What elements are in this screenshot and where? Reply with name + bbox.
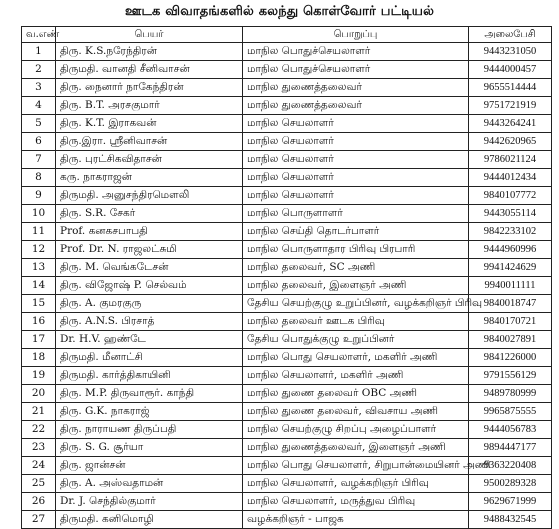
row-role: தேசிய பொதுக்குழு உறுப்பினர் [243, 331, 469, 349]
row-name: திரு. B.T. அரசகுமார் [56, 97, 243, 115]
row-name: திரு. A. அஸ்வதாமன் [56, 475, 243, 493]
table-row [22, 475, 552, 493]
row-role: மாநில பொருளாதார பிரிவு பிரபாரி [243, 241, 469, 259]
row-role: மாநில தலைவர், இளைஞர் அணி [243, 277, 469, 295]
row-name: திரு. S.R. சேகர் [56, 205, 243, 223]
row-sno: 21 [22, 403, 56, 421]
row-mobile: 9841226000 [469, 349, 552, 367]
row-role: மாநில செயலாளர் [243, 187, 469, 205]
table-row [22, 295, 552, 313]
row-sno: 10 [22, 205, 56, 223]
row-role: மாநில பொதுச்செயலாளர் [243, 43, 469, 61]
row-sno: 23 [22, 439, 56, 457]
row-role: மாநில செயற்குழு சிறப்பு அழைப்பாளர் [243, 421, 469, 439]
row-mobile: 9965875555 [469, 403, 552, 421]
row-name: திருமதி. மீனாட்சி [56, 349, 243, 367]
participants-table [21, 26, 552, 529]
row-sno: 2 [22, 61, 56, 79]
table-row [22, 97, 552, 115]
row-role: மாநில பொதுச்செயலாளர் [243, 61, 469, 79]
table-row [22, 439, 552, 457]
row-role: மாநில செயலாளர், மருத்துவ பிரிவு [243, 493, 469, 511]
row-name: திரு. G.K. நாகராஜ் [56, 403, 243, 421]
row-mobile: 9941424629 [469, 259, 552, 277]
row-sno: 11 [22, 223, 56, 241]
row-sno: 4 [22, 97, 56, 115]
row-sno: 14 [22, 277, 56, 295]
row-name: Dr. H.V. ஹண்டே [56, 331, 243, 349]
table-row [22, 61, 552, 79]
row-name: திருமதி. கனிமொழி [56, 511, 243, 529]
row-sno: 22 [22, 421, 56, 439]
row-role: மாநில செயலாளர், மகளிர் அணி [243, 367, 469, 385]
row-name: திரு.இரா. ஸ்ரீனிவாசன் [56, 133, 243, 151]
row-mobile: 9363220408 [469, 457, 552, 475]
table-row [22, 403, 552, 421]
row-role: தேசிய செயற்குழு உறுப்பினர், வழக்கறிஞர் பிரிவு [243, 295, 469, 313]
table-row [22, 115, 552, 133]
row-name: Dr. J. செந்தில்குமார் [56, 493, 243, 511]
row-name: திரு. M.P. திருவாரூர். காந்தி [56, 385, 243, 403]
row-mobile: 9629671999 [469, 493, 552, 511]
table-row [22, 349, 552, 367]
row-mobile: 9940011111 [469, 277, 552, 295]
row-mobile: 9489780999 [469, 385, 552, 403]
row-mobile: 9840107772 [469, 187, 552, 205]
row-mobile: 9443231050 [469, 43, 552, 61]
row-role: மாநில தலைவர் ஊடக பிரிவு [243, 313, 469, 331]
row-name: திரு. நைனார் நாகேந்திரன் [56, 79, 243, 97]
table-row [22, 169, 552, 187]
table-row [22, 277, 552, 295]
row-mobile: 9444000457 [469, 61, 552, 79]
row-name: திரு. K.S.நரேந்திரன் [56, 43, 243, 61]
header-mobile: அலைபேசி [469, 27, 552, 43]
row-mobile: 9840027891 [469, 331, 552, 349]
row-mobile: 9786021124 [469, 151, 552, 169]
table-row [22, 385, 552, 403]
table-row [22, 187, 552, 205]
row-sno: 3 [22, 79, 56, 97]
table-row [22, 259, 552, 277]
row-sno: 17 [22, 331, 56, 349]
row-mobile: 9894447177 [469, 439, 552, 457]
row-role: மாநில துணைத்தலைவர், இளைஞர் அணி [243, 439, 469, 457]
row-mobile: 9842233102 [469, 223, 552, 241]
row-name: திரு. S. G. சூர்யா [56, 439, 243, 457]
table-row [22, 223, 552, 241]
row-sno: 19 [22, 367, 56, 385]
row-name: திரு. A. குமரகுரு [56, 295, 243, 313]
row-mobile: 9444012434 [469, 169, 552, 187]
row-sno: 20 [22, 385, 56, 403]
row-role: மாநில செயலாளர் [243, 169, 469, 187]
row-role: மாநில செயலாளர் [243, 133, 469, 151]
table-row [22, 457, 552, 475]
row-name: Prof. Dr. N. ராஜலட்சுமி [56, 241, 243, 259]
row-role: மாநில செயலாளர் [243, 115, 469, 133]
row-role: மாநில பொது செயலாளர், மகளிர் அணி [243, 349, 469, 367]
row-name: திரு. புரட்சிகவிதாசன் [56, 151, 243, 169]
row-name: திரு. M. வெங்கடேசன் [56, 259, 243, 277]
row-mobile: 9443055114 [469, 205, 552, 223]
row-mobile: 9444960996 [469, 241, 552, 259]
row-sno: 9 [22, 187, 56, 205]
row-mobile: 9751721919 [469, 97, 552, 115]
row-name: திருமதி. அனுசந்திரமௌலி [56, 187, 243, 205]
row-sno: 26 [22, 493, 56, 511]
table-row [22, 331, 552, 349]
row-sno: 25 [22, 475, 56, 493]
row-sno: 5 [22, 115, 56, 133]
row-sno: 1 [22, 43, 56, 61]
row-name: திரு. K.T. இராகவன் [56, 115, 243, 133]
row-mobile: 9791556129 [469, 367, 552, 385]
row-role: மாநில பொது செயலாளர், சிறுபான்மையினர் அணி [243, 457, 469, 475]
row-role: மாநில செயலாளர் [243, 151, 469, 169]
row-role: மாநில துணை தலைவர், விவசாய அணி [243, 403, 469, 421]
row-sno: 8 [22, 169, 56, 187]
table-row [22, 151, 552, 169]
row-mobile: 9655514444 [469, 79, 552, 97]
row-mobile: 9840018747 [469, 295, 552, 313]
table-header-row [22, 27, 552, 43]
table-row [22, 79, 552, 97]
row-mobile: 9442620965 [469, 133, 552, 151]
table-row [22, 313, 552, 331]
table-row [22, 367, 552, 385]
row-name: திரு. விஜோஷ் P. செல்வம் [56, 277, 243, 295]
row-mobile: 9443264241 [469, 115, 552, 133]
row-name: திரு. ஜான்சன் [56, 457, 243, 475]
header-role: பொறுப்பு [243, 27, 469, 43]
row-sno: 6 [22, 133, 56, 151]
row-sno: 7 [22, 151, 56, 169]
row-sno: 18 [22, 349, 56, 367]
row-mobile: 9444056783 [469, 421, 552, 439]
row-name: திரு. A.N.S. பிரசாத் [56, 313, 243, 331]
row-mobile: 9840170721 [469, 313, 552, 331]
table-row [22, 241, 552, 259]
table-row [22, 43, 552, 61]
table-row [22, 511, 552, 529]
row-name: திருமதி. கார்த்திகாயினி [56, 367, 243, 385]
row-sno: 27 [22, 511, 56, 529]
row-mobile: 9500289328 [469, 475, 552, 493]
row-sno: 15 [22, 295, 56, 313]
row-role: மாநில பொருளாளர் [243, 205, 469, 223]
row-role: மாநில தலைவர், SC அணி [243, 259, 469, 277]
row-name: Prof. கனகசபாபதி [56, 223, 243, 241]
row-sno: 13 [22, 259, 56, 277]
row-role: மாநில துணைத்தலைவர் [243, 79, 469, 97]
row-role: மாநில செய்தி தொடர்பாளர் [243, 223, 469, 241]
row-sno: 12 [22, 241, 56, 259]
header-sno: வ.எண் [22, 27, 56, 43]
row-name: கரு. நாகராஜன் [56, 169, 243, 187]
row-role: மாநில துணைத்தலைவர் [243, 97, 469, 115]
row-mobile: 9488432545 [469, 511, 552, 529]
row-sno: 24 [22, 457, 56, 475]
row-role: மாநில துணை தலைவர் OBC அணி [243, 385, 469, 403]
table-row [22, 133, 552, 151]
row-sno: 16 [22, 313, 56, 331]
document-title: ஊடக விவாதங்களில் கலந்து கொள்வோர் பட்டியல் [124, 4, 435, 19]
table-row [22, 421, 552, 439]
table-row [22, 493, 552, 511]
header-name: பெயர் [56, 27, 243, 43]
row-name: திரு. நாராயண திருப்பதி [56, 421, 243, 439]
row-role: மாநில செயலாளர், வழக்கறிஞர் பிரிவு [243, 475, 469, 493]
row-role: வழக்கறிஞர் - பாஜக [243, 511, 469, 529]
table-row [22, 205, 552, 223]
row-name: திருமதி. வானதி சீனிவாசன் [56, 61, 243, 79]
